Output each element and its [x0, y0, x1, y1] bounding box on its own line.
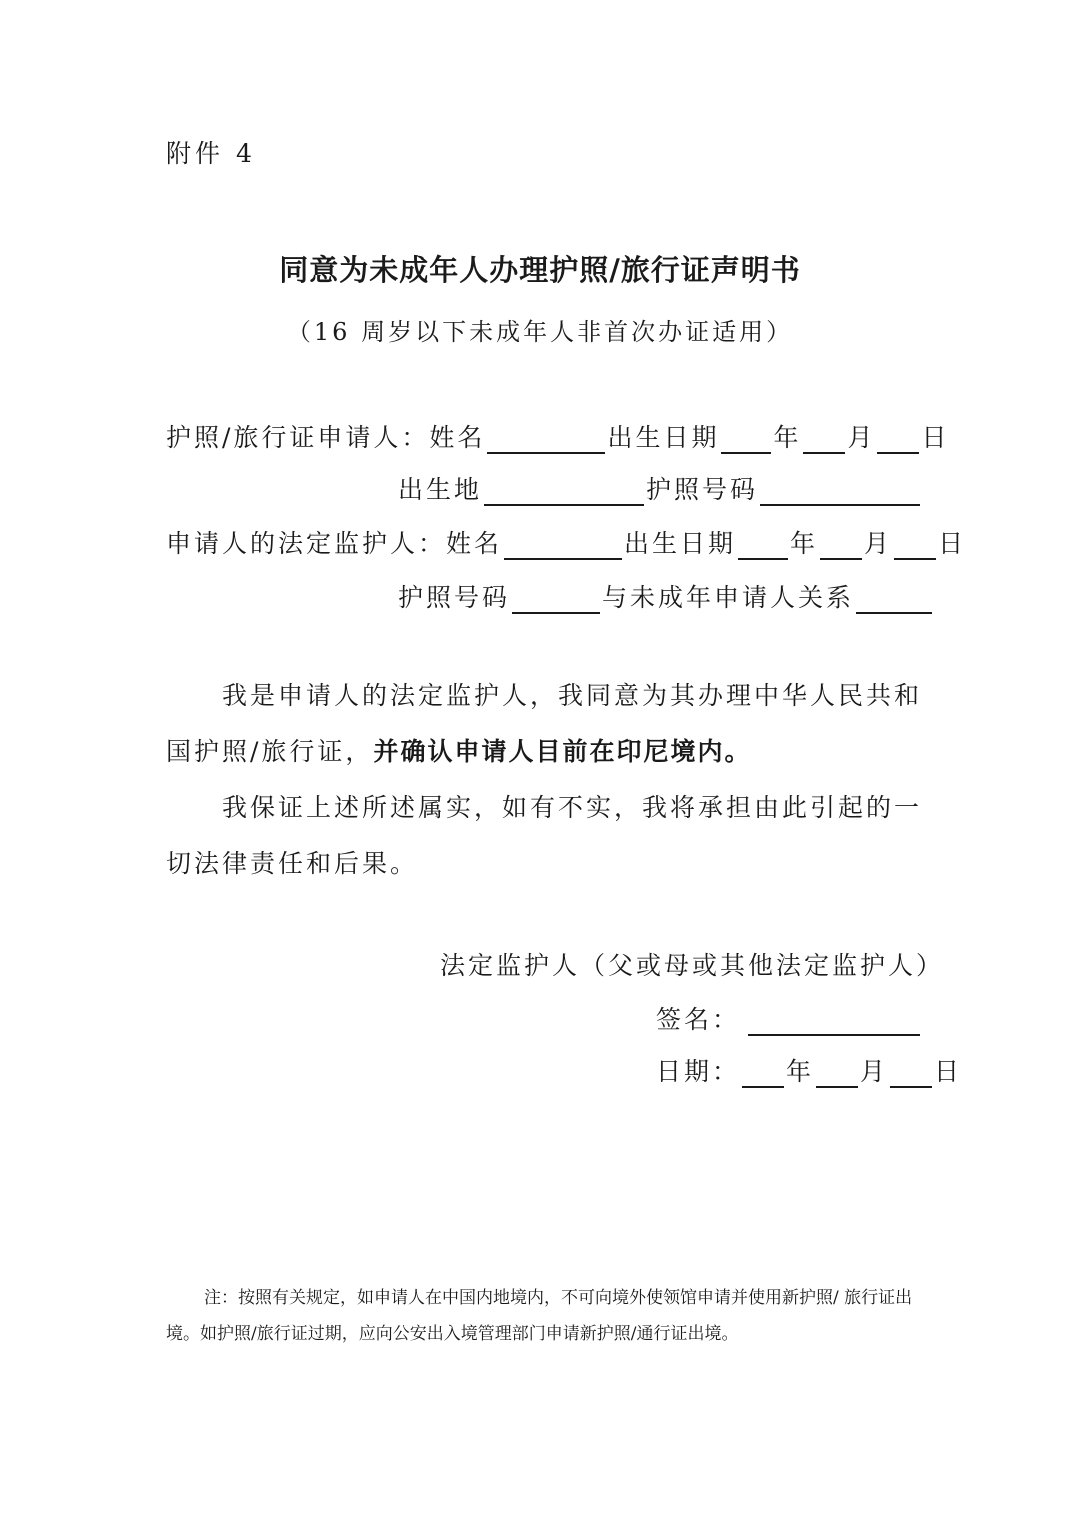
applicant-birthplace-field[interactable]: [484, 476, 644, 506]
applicant-birth-month-field[interactable]: [803, 424, 845, 454]
guardian-name-field[interactable]: [504, 530, 622, 560]
guardian-signature-heading: [440, 946, 944, 982]
guardian-relation-label: 与未成年申请人关系: [602, 583, 855, 612]
applicant-row-birthplace: [398, 470, 922, 506]
signature-year-field[interactable]: [742, 1058, 784, 1088]
signature-month-field[interactable]: [816, 1058, 858, 1088]
signature-day-field[interactable]: [890, 1058, 932, 1088]
guardian-passport-label: 护照号码: [398, 583, 511, 612]
applicant-month-label: 月: [847, 423, 876, 452]
guardian-day-label: 日: [938, 529, 967, 558]
annex-label: 附件 4: [166, 139, 256, 168]
guardian-row-name: [166, 524, 966, 560]
declaration-paragraph-1: [166, 668, 926, 780]
applicant-name-field[interactable]: [487, 424, 605, 454]
signature-day-label: 日: [934, 1057, 963, 1086]
declaration-paragraph-2: 我保证上述所述属实，如有不实，我将承担由此引起的一切法律责任和后果。: [166, 793, 923, 878]
guardian-signature-caption: 法定监护人（父或母或其他法定监护人）: [440, 951, 945, 980]
signature-date-row: [656, 1052, 962, 1088]
applicant-year-label: 年: [773, 423, 802, 452]
guardian-birth-month-field[interactable]: [820, 530, 862, 560]
signature-field[interactable]: [748, 1006, 920, 1036]
guardian-birthdate-label: 出生日期: [624, 529, 737, 558]
applicant-birthplace-label: 出生地: [398, 475, 483, 504]
document-subtitle: （16 周岁以下未成年人非首次办证适用）: [286, 318, 794, 346]
applicant-day-label: 日: [921, 423, 950, 452]
guardian-relation-field[interactable]: [856, 584, 932, 614]
guardian-birth-day-field[interactable]: [894, 530, 936, 560]
signature-year-label: 年: [786, 1057, 815, 1086]
guardian-passport-field[interactable]: [512, 584, 600, 614]
signature-label: 签名：: [656, 1005, 741, 1034]
guardian-name-label: 申请人的法定监护人：姓名: [166, 529, 503, 558]
applicant-passport-label: 护照号码: [646, 475, 759, 504]
applicant-birthdate-label: 出生日期: [607, 423, 720, 452]
applicant-birth-year-field[interactable]: [721, 424, 771, 454]
applicant-passport-field[interactable]: [760, 476, 920, 506]
applicant-row-name: [166, 418, 950, 454]
declaration-consent-text: 我是申请人的法定监护人，我同意为其办理中华人民共和国护照/旅行证，: [166, 681, 923, 766]
guardian-year-label: 年: [790, 529, 819, 558]
declaration-confirm-text: 并确认申请人目前在印尼境内。: [373, 737, 752, 766]
applicant-birth-day-field[interactable]: [877, 424, 919, 454]
footnote: 注：按照有关规定，如申请人在中国内地境内，不可向境外使领馆申请并使用新护照/ 旅行证出境。如护照/旅行证过期，应向公安出入境管理部门申请新护照/通行证出境。: [166, 1288, 913, 1344]
signature-row: [656, 1000, 922, 1036]
guardian-birth-year-field[interactable]: [738, 530, 788, 560]
signature-date-label: 日期：: [656, 1057, 741, 1086]
guardian-month-label: 月: [864, 529, 893, 558]
document-title: 同意为未成年人办理护照/旅行证声明书: [279, 253, 801, 287]
guardian-row-passport: [398, 578, 934, 614]
signature-month-label: 月: [860, 1057, 889, 1086]
applicant-name-label: 护照/旅行证申请人：姓名: [166, 423, 486, 452]
